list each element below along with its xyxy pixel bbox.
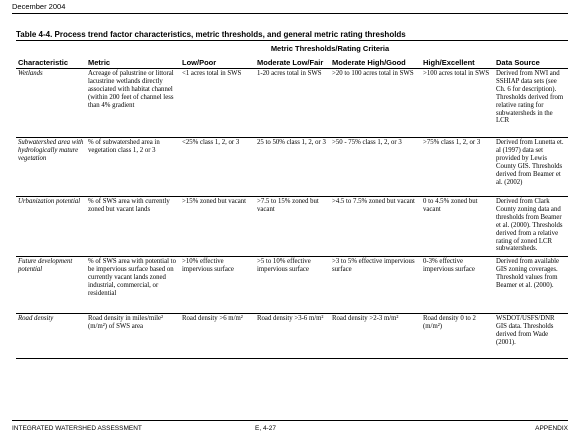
cell-mod-low: >5 to 10% effective impervious surface <box>255 257 330 314</box>
cell-low: >15% zoned but vacant <box>180 197 255 257</box>
cell-low: <25% class 1, 2, or 3 <box>180 138 255 197</box>
cell-characteristic: Future development potential <box>16 257 86 314</box>
cell-mod-high: >3 to 5% effective impervious surface <box>330 257 421 314</box>
cell-high: >100 acres total in SWS <box>421 69 494 138</box>
group-header <box>16 40 568 57</box>
table-row <box>16 197 568 257</box>
table-row <box>16 257 568 314</box>
cell-characteristic: Road density <box>16 314 86 359</box>
cell-characteristic: Subwatershed area with hydrologically mature vegetation <box>16 138 86 197</box>
col-low-poor: Low/Poor <box>180 56 255 69</box>
cell-mod-low: 25 to 50% class 1, 2, or 3 <box>255 138 330 197</box>
cell-mod-high: >4.5 to 7.5% zoned but vacant <box>330 197 421 257</box>
col-data-source: Data Source <box>494 56 568 69</box>
col-high-excellent: High/Excellent <box>421 56 494 69</box>
col-characteristic: Characteristic <box>16 56 86 69</box>
cell-source: Derived from Lunetta et. al (1997) data set provided by Lewis County GIS. Thresholds derived from Beamer et al. (2002) <box>494 138 568 197</box>
cell-high: 0-3% effective impervious surface <box>421 257 494 314</box>
footer-left: INTEGRATED WATERSHED ASSESSMENT <box>12 425 142 432</box>
cell-mod-low: >7.5 to 15% zoned but vacant <box>255 197 330 257</box>
cell-metric: Acreage of palustrine or littoral lacustrine wetlands directly associated with habitat channel (within 200 feet of channel less than 4% gradient <box>86 69 180 138</box>
cell-source: Derived from Clark County zoning data and thresholds from Beamer et al. (2000). Thresholds derived from a relative rating of zoned LCR subwatersheds. <box>494 197 568 257</box>
col-metric: Metric <box>86 56 180 69</box>
cell-high: >75% class 1, 2, or 3 <box>421 138 494 197</box>
cell-high: 0 to 4.5% zoned but vacant <box>421 197 494 257</box>
table-row <box>16 138 568 197</box>
cell-low: <1 acres total in SWS <box>180 69 255 138</box>
cell-source: Derived from available GIS zoning coverages. Threshold values from Beamer et al. (2000). <box>494 257 568 314</box>
cell-high: Road density 0 to 2 (m/m²) <box>421 314 494 359</box>
cell-mod-low: Road density >3-6 m/m² <box>255 314 330 359</box>
cell-source: Derived from NWI and SSHIAP data sets (see Ch. 6 for description). Thresholds derived from relative rating for subwatersheds in the LCR <box>494 69 568 138</box>
footer-right: APPENDIX <box>535 425 568 432</box>
cell-metric: % of subwatershed area in vegetation class 1, 2 or 3 <box>86 138 180 197</box>
cell-metric: Road density in miles/mile² (m/m²) of SWS area <box>86 314 180 359</box>
cell-mod-high: Road density >2-3 m/m² <box>330 314 421 359</box>
table-row <box>16 69 568 138</box>
cell-characteristic: Urbanization potential <box>16 197 86 257</box>
header-date: December 2004 <box>12 2 66 11</box>
cell-low: >10% effective impervious surface <box>180 257 255 314</box>
cell-mod-low: 1-20 acres total in SWS <box>255 69 330 138</box>
table-row <box>16 314 568 359</box>
col-moderate-low-fair: Moderate Low/Fair <box>255 56 330 69</box>
cell-low: Road density >6 m/m² <box>180 314 255 359</box>
metric-table <box>16 56 568 359</box>
group-header-label: Metric Thresholds/Rating Criteria <box>270 44 390 53</box>
cell-metric: % of SWS area with potential to be impervious surface based on currently vacant lands zoned industrial, commercial, or residential <box>86 257 180 314</box>
footer-page-number: E, 4-27 <box>255 425 276 432</box>
page-footer <box>12 420 568 432</box>
cell-characteristic: Wetlands <box>16 69 86 138</box>
table-title: Table 4-4. Process trend factor characteristics, metric thresholds, and general metric rating thresholds <box>16 30 406 39</box>
column-header-row <box>16 56 568 69</box>
page-header <box>12 1 568 14</box>
cell-source: WSDOT/USFS/DNR GIS data. Thresholds derived from Wade (2001). <box>494 314 568 359</box>
cell-mod-high: >50 - 75% class 1, 2, or 3 <box>330 138 421 197</box>
cell-mod-high: >20 to 100 acres total in SWS <box>330 69 421 138</box>
col-moderate-high-good: Moderate High/Good <box>330 56 421 69</box>
cell-metric: % of SWS area with currently zoned but vacant lands <box>86 197 180 257</box>
